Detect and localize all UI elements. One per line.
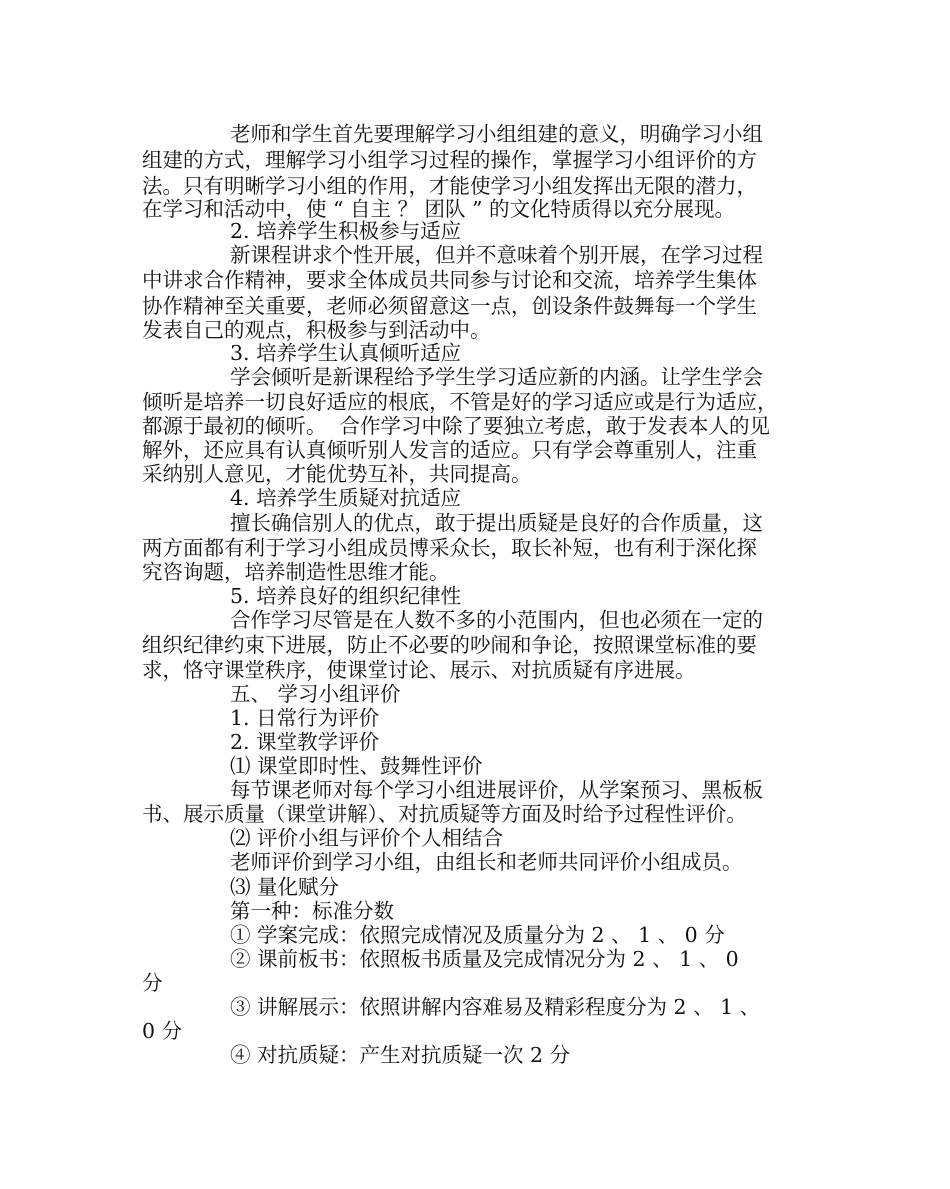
paragraph-line: 倾听是培养一切良好适应的根底，不管是好的学习适应或是行为适应，	[142, 390, 778, 414]
paragraph-line: 在学习和活动中，使 “ 自主 ？ 团队 ” 的文化特质得以充分展现。	[142, 197, 736, 221]
list-item: ⑶ 量化赋分	[230, 875, 340, 899]
paragraph-line: 0 分	[142, 1019, 183, 1043]
paragraph-line: 合作学习尽管是在人数不多的小范围内，但也必须在一定的	[230, 608, 763, 632]
paragraph-line: 新课程讲求个性开展，但并不意味着个别开展，在学习过程	[230, 243, 763, 267]
section-heading: 2. 培养学生积极参与适应	[230, 219, 462, 243]
paragraph-line: 求，恪守课堂秩序，使课堂讨论、展示、对抗质疑有序进展。	[142, 658, 696, 682]
paragraph-line: 组建的方式，理解学习小组学习过程的操作，掌握学习小组评价的方	[142, 148, 757, 172]
paragraph-line: 第一种：标准分数	[230, 899, 394, 923]
paragraph-line: 法。只有明晰学习小组的作用，才能使学习小组发挥出无限的潜力，	[142, 174, 757, 198]
section-heading: 4. 培养学生质疑对抗适应	[230, 486, 462, 510]
paragraph-line: 协作精神至关重要，老师必须留意这一点，创设条件鼓舞每一个学生	[142, 294, 757, 318]
list-item: 1. 日常行为评价	[230, 706, 380, 730]
paragraph-line: 书、展示质量（课堂讲解）、对抗质疑等方面及时给予过程性评价。	[142, 802, 747, 826]
list-item: ⑴ 课堂即时性、鼓舞性评价	[230, 754, 483, 778]
list-item: ③ 讲解展示：依照讲解内容难易及精彩程度分为 2 、 1 、	[230, 995, 761, 1019]
paragraph-line: 组织纪律约束下进展，防止不必要的吵闹和争论，按照课堂标准的要	[142, 633, 757, 657]
list-item: ⑵ 评价小组与评价个人相结合	[230, 826, 504, 850]
list-item: ① 学案完成：依照完成情况及质量分为 2 、 1 、 0 分	[230, 923, 725, 947]
paragraph-line: 老师评价到学习小组，由组长和老师共同评价小组成员。	[230, 850, 743, 874]
list-item: 2. 课堂教学评价	[230, 730, 380, 754]
paragraph-line: 分	[142, 971, 163, 995]
chapter-heading: 五、 学习小组评价	[230, 682, 401, 706]
paragraph-line: 都源于最初的倾听。 合作学习中除了要独立考虑，敢于发表本人的见	[142, 414, 771, 438]
paragraph-line: 解外，还应具有认真倾听别人发言的适应。只有学会尊重别人，注重	[142, 438, 757, 462]
section-heading: 3. 培养学生认真倾听适应	[230, 341, 462, 365]
paragraph-line: 两方面都有利于学习小组成员博采众长，取长补短，也有利于深化探	[142, 536, 757, 560]
section-heading: 5. 培养良好的组织纪律性	[230, 584, 462, 608]
paragraph-line: 中讲求合作精神，要求全体成员共同参与讨论和交流，培养学生集体	[142, 268, 757, 292]
list-item: ④ 对抗质疑：产生对抗质疑一次 2 分	[230, 1043, 571, 1067]
paragraph-line: 发表自己的观点，积极参与到活动中。	[142, 318, 491, 342]
paragraph-line: 究咨询题，培养制造性思维才能。	[142, 560, 450, 584]
paragraph-line: 学会倾听是新课程给予学生学习适应新的内涵。让学生学会	[230, 365, 763, 389]
list-item: ② 课前板书：依照板书质量及完成情况分为 2 、 1 、 0	[230, 947, 739, 971]
paragraph-line: 采纳别人意见，才能优势互补，共同提高。	[142, 462, 532, 486]
paragraph-line: 擅长确信别人的优点，敢于提出质疑是良好的合作质量，这	[230, 511, 763, 535]
paragraph-line: 老师和学生首先要理解学习小组组建的意义，明确学习小组	[230, 122, 763, 146]
paragraph-line: 每节课老师对每个学习小组进展评价，从学案预习、黑板板	[230, 778, 763, 802]
